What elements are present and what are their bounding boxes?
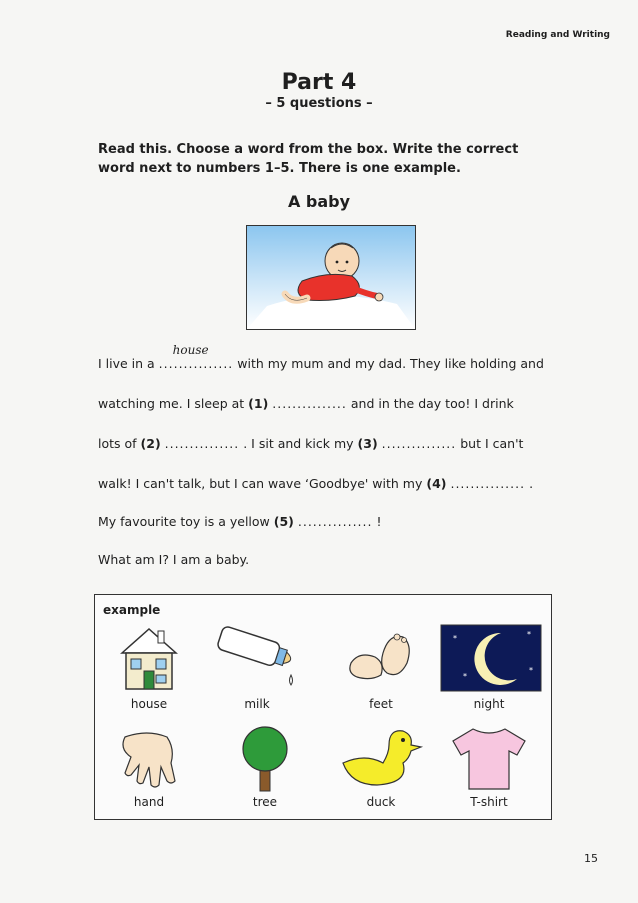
- word-label: hand: [133, 795, 165, 809]
- tshirt-icon: [449, 723, 529, 793]
- story-line-1: [98, 343, 578, 371]
- word-box-label: example: [103, 603, 161, 617]
- word-milk: [207, 623, 307, 711]
- part-subtitle: – 5 questions –: [265, 96, 373, 111]
- word-label: milk: [244, 697, 270, 711]
- story-text: but I can't: [460, 436, 524, 451]
- answer-blank-4[interactable]: ...............: [450, 476, 526, 491]
- baby-picture: [246, 225, 416, 330]
- question-number-4: (4): [426, 476, 447, 491]
- page-number: 15: [584, 852, 598, 865]
- word-tree: [215, 723, 315, 809]
- word-label: house: [130, 697, 168, 711]
- answer-blank-3[interactable]: ...............: [381, 436, 457, 451]
- milk-bottle-icon: [209, 623, 305, 695]
- story-line-3: [98, 436, 578, 451]
- story-text: with my mum and my dad. They like holding and: [233, 356, 544, 371]
- word-house: [99, 623, 199, 711]
- section-header: Reading and Writing: [505, 30, 610, 40]
- feet-icon: [341, 623, 421, 695]
- word-label: T-shirt: [470, 795, 508, 809]
- word-tshirt: [439, 723, 539, 809]
- word-night: [439, 623, 539, 711]
- part-title: Part 4: [281, 70, 357, 95]
- story-line-5: [98, 514, 578, 529]
- story-text: and in the day too! I drink: [346, 396, 514, 411]
- example-blank: [158, 343, 234, 371]
- story-text: My favourite toy is a yellow: [98, 514, 274, 529]
- blank-dots: ...............: [158, 356, 234, 371]
- word-label: duck: [366, 795, 396, 809]
- word-label: tree: [252, 795, 278, 809]
- word-duck: [331, 723, 431, 809]
- house-icon: [114, 623, 184, 695]
- svg-text:*: *: [529, 666, 533, 675]
- example-answer: house: [172, 343, 209, 357]
- word-feet: [331, 623, 431, 711]
- story-line-6: What am I? I am a baby.: [98, 552, 250, 567]
- story-title: A baby: [287, 192, 351, 211]
- question-number-1: (1): [248, 396, 269, 411]
- duck-icon: [337, 723, 425, 793]
- word-label: night: [473, 697, 505, 711]
- story-line-2: [98, 396, 578, 411]
- story-text: I live in a: [98, 356, 159, 371]
- answer-blank-5[interactable]: ...............: [297, 514, 373, 529]
- answer-blank-2[interactable]: ...............: [164, 436, 240, 451]
- story-text: .: [529, 476, 534, 491]
- word-label: feet: [369, 697, 393, 711]
- question-number-2: (2): [140, 436, 161, 451]
- story-text: walk! I can't talk, but I can wave ‘Goodbye' with my: [98, 476, 427, 491]
- word-hand: [99, 723, 199, 809]
- answer-blank-1[interactable]: ...............: [272, 396, 347, 411]
- story-line-4: [98, 476, 578, 491]
- moon-icon: [439, 623, 543, 695]
- word-box: [94, 594, 552, 820]
- question-number-3: (3): [357, 436, 378, 451]
- story-text: watching me. I sleep at: [98, 396, 249, 411]
- svg-text:*: *: [463, 672, 467, 681]
- question-number-5: (5): [273, 514, 294, 529]
- story-text: . I sit and kick my: [239, 436, 358, 451]
- story-text: lots of: [98, 436, 141, 451]
- instructions: Read this. Choose a word from the box. Write the correct word next to numbers 1–5. There is one example.: [98, 142, 519, 176]
- hand-icon: [109, 723, 189, 793]
- tree-icon: [235, 723, 295, 793]
- story-text: !: [376, 514, 382, 529]
- svg-text:*: *: [453, 634, 457, 643]
- svg-text:*: *: [527, 630, 531, 639]
